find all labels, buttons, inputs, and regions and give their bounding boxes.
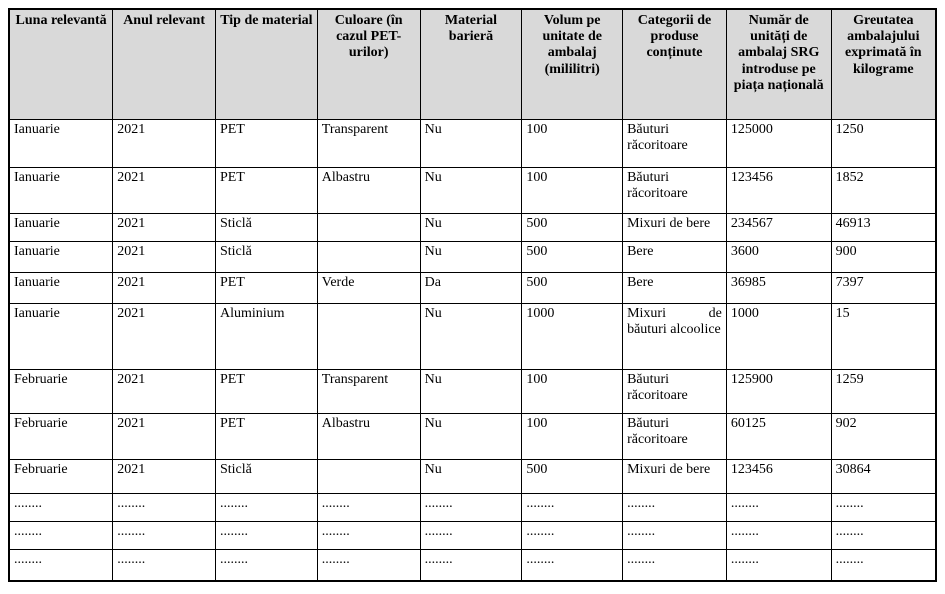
table-cell: ........ (623, 549, 727, 581)
column-header: Anul relevant (113, 9, 216, 119)
table-row (9, 369, 936, 413)
table-cell: ........ (113, 493, 216, 521)
table-cell: 2021 (113, 213, 216, 241)
table-cell: ........ (623, 521, 727, 549)
table-cell: 902 (831, 413, 936, 459)
column-header: Luna relevantă (9, 9, 113, 119)
table-row (9, 413, 936, 459)
column-header: Categorii de produse conținute (623, 9, 727, 119)
table-cell: ........ (623, 493, 727, 521)
column-header: Volum pe unitate de ambalaj (mililitri) (522, 9, 623, 119)
table-cell: Mixuri de bere (623, 213, 727, 241)
packaging-report-table (8, 8, 937, 582)
table-row (9, 241, 936, 272)
table-cell: 46913 (831, 213, 936, 241)
table-cell: ........ (215, 521, 317, 549)
table-cell: 100 (522, 119, 623, 167)
table-cell: 1852 (831, 167, 936, 213)
table-row (9, 119, 936, 167)
table-cell: Verde (317, 272, 420, 303)
table-cell: 1000 (522, 303, 623, 369)
table-cell: 2021 (113, 369, 216, 413)
table-cell: Mixuri de bere (623, 459, 727, 493)
table-cell: Albastru (317, 413, 420, 459)
table-cell: ........ (831, 493, 936, 521)
table-cell: Băuturi răcoritoare (623, 119, 727, 167)
table-cell: 234567 (726, 213, 831, 241)
header-row (9, 9, 936, 119)
table-cell: ........ (522, 493, 623, 521)
table-cell: 2021 (113, 303, 216, 369)
table-cell: PET (215, 369, 317, 413)
table-cell: ........ (420, 493, 522, 521)
table-cell: Ianuarie (9, 241, 113, 272)
table-cell: 125000 (726, 119, 831, 167)
table-cell: Nu (420, 119, 522, 167)
table-cell: 2021 (113, 241, 216, 272)
table-cell: 60125 (726, 413, 831, 459)
table-cell: Transparent (317, 119, 420, 167)
table-cell: Nu (420, 303, 522, 369)
table-cell: ........ (726, 549, 831, 581)
table-cell: Mixuri de băuturi alcoolice (623, 303, 727, 369)
table-cell: Bere (623, 241, 727, 272)
table-cell: Nu (420, 459, 522, 493)
table-cell: Albastru (317, 167, 420, 213)
table-cell: ........ (522, 549, 623, 581)
table-row (9, 303, 936, 369)
table-cell: Sticlă (215, 459, 317, 493)
table-cell: Sticlă (215, 213, 317, 241)
table-cell: Transparent (317, 369, 420, 413)
table-cell: PET (215, 413, 317, 459)
table-cell: 7397 (831, 272, 936, 303)
table-cell: 2021 (113, 272, 216, 303)
table-cell: 100 (522, 369, 623, 413)
table-cell: Bere (623, 272, 727, 303)
table-cell: ........ (113, 521, 216, 549)
table-cell: Băuturi răcoritoare (623, 413, 727, 459)
column-header: Material barieră (420, 9, 522, 119)
table-cell: ........ (9, 549, 113, 581)
table-cell (317, 459, 420, 493)
column-header: Greutatea ambalajului exprimată în kilograme (831, 9, 936, 119)
table-cell (317, 241, 420, 272)
table-cell: 1259 (831, 369, 936, 413)
table-cell: Băuturi răcoritoare (623, 369, 727, 413)
table-cell: ........ (522, 521, 623, 549)
table-cell: 125900 (726, 369, 831, 413)
table-cell: ........ (215, 549, 317, 581)
table-cell: 500 (522, 459, 623, 493)
table-cell: Ianuarie (9, 272, 113, 303)
table-cell: ........ (726, 521, 831, 549)
table-cell (317, 303, 420, 369)
table-cell: Ianuarie (9, 119, 113, 167)
table-cell: Aluminium (215, 303, 317, 369)
table-cell: 2021 (113, 459, 216, 493)
table-cell: Băuturi răcoritoare (623, 167, 727, 213)
table-cell: 500 (522, 213, 623, 241)
table-cell: ........ (420, 521, 522, 549)
table-row (9, 167, 936, 213)
table-cell: 100 (522, 413, 623, 459)
table-cell: ........ (215, 493, 317, 521)
table-cell: 900 (831, 241, 936, 272)
table-cell (317, 213, 420, 241)
table-cell: PET (215, 119, 317, 167)
table-cell: 500 (522, 241, 623, 272)
table-cell: PET (215, 167, 317, 213)
table-cell: Ianuarie (9, 213, 113, 241)
column-header: Număr de unități de ambalaj SRG introduse pe piața națională (726, 9, 831, 119)
table-cell: 2021 (113, 167, 216, 213)
table-row (9, 521, 936, 549)
table-cell: 1250 (831, 119, 936, 167)
table-cell: Sticlă (215, 241, 317, 272)
table-cell: 2021 (113, 413, 216, 459)
table-cell: 1000 (726, 303, 831, 369)
table-cell: 500 (522, 272, 623, 303)
table-cell: 36985 (726, 272, 831, 303)
table-cell: Da (420, 272, 522, 303)
table-row (9, 459, 936, 493)
table-cell: Februarie (9, 369, 113, 413)
table-cell: ........ (9, 521, 113, 549)
table-cell: ........ (317, 521, 420, 549)
table-cell: ........ (831, 521, 936, 549)
table-cell: Ianuarie (9, 303, 113, 369)
table-cell: ........ (113, 549, 216, 581)
table-cell: 3600 (726, 241, 831, 272)
table-cell: ........ (420, 549, 522, 581)
table-cell: ........ (9, 493, 113, 521)
table-cell: 123456 (726, 167, 831, 213)
table-cell: Nu (420, 167, 522, 213)
table-cell: Februarie (9, 459, 113, 493)
table-cell: Nu (420, 241, 522, 272)
table-cell: Februarie (9, 413, 113, 459)
table-cell: 100 (522, 167, 623, 213)
table-cell: PET (215, 272, 317, 303)
table-cell: 15 (831, 303, 936, 369)
table-cell: 2021 (113, 119, 216, 167)
table-cell: Ianuarie (9, 167, 113, 213)
column-header: Tip de material (215, 9, 317, 119)
column-header: Culoare (în cazul PET-urilor) (317, 9, 420, 119)
table-cell: ........ (317, 493, 420, 521)
table-cell: Nu (420, 369, 522, 413)
table-cell: ........ (726, 493, 831, 521)
table-row (9, 493, 936, 521)
table-cell: ........ (317, 549, 420, 581)
table-cell: 30864 (831, 459, 936, 493)
table-row (9, 549, 936, 581)
table-cell: Nu (420, 413, 522, 459)
table-row (9, 213, 936, 241)
table-cell: Nu (420, 213, 522, 241)
table-cell: ........ (831, 549, 936, 581)
table-cell: 123456 (726, 459, 831, 493)
table-row (9, 272, 936, 303)
